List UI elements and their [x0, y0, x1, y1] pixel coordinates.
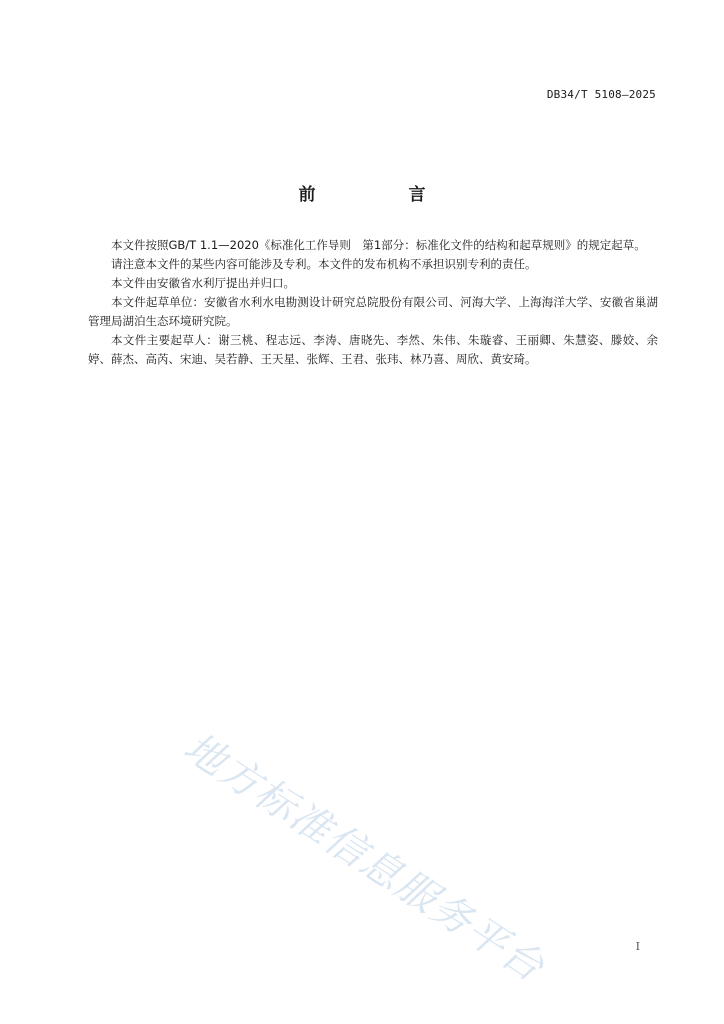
paragraph-drafting-units: 本文件起草单位：安徽省水利水电勘测设计研究总院股份有限公司、河海大学、上海海洋大学、安徽省巢湖管理局湖泊生态环境研究院。 — [88, 295, 658, 328]
paragraph-standard-basis: 本文件按照GB/T 1.1—2020《标准化工作导则 第1部分：标准化文件的结构和起草规则》的规定起草。 — [111, 238, 646, 252]
paragraph-patent-notice: 请注意本文件的某些内容可能涉及专利。本文件的发布机构不承担识别专利的责任。 — [111, 257, 537, 271]
paragraph-proposer: 本文件由安徽省水利厅提出并归口。 — [111, 276, 295, 290]
paragraph-drafters: 本文件主要起草人：谢三桃、程志远、李涛、唐晓先、李然、朱伟、朱璇睿、王丽卿、朱慧姿、滕姣、余婷、薛杰、高芮、宋迪、吴若静、王天星、张辉、王君、张玮、林乃喜、周欣、黄安琦。 — [88, 333, 658, 366]
foreword-body — [88, 236, 658, 369]
watermark-text: 地方标准信息服务平台 — [175, 724, 553, 992]
page-number: I — [635, 940, 640, 953]
section-title: 前 言 — [298, 185, 464, 205]
document-code: DB34/T 5108—2025 — [546, 88, 656, 101]
